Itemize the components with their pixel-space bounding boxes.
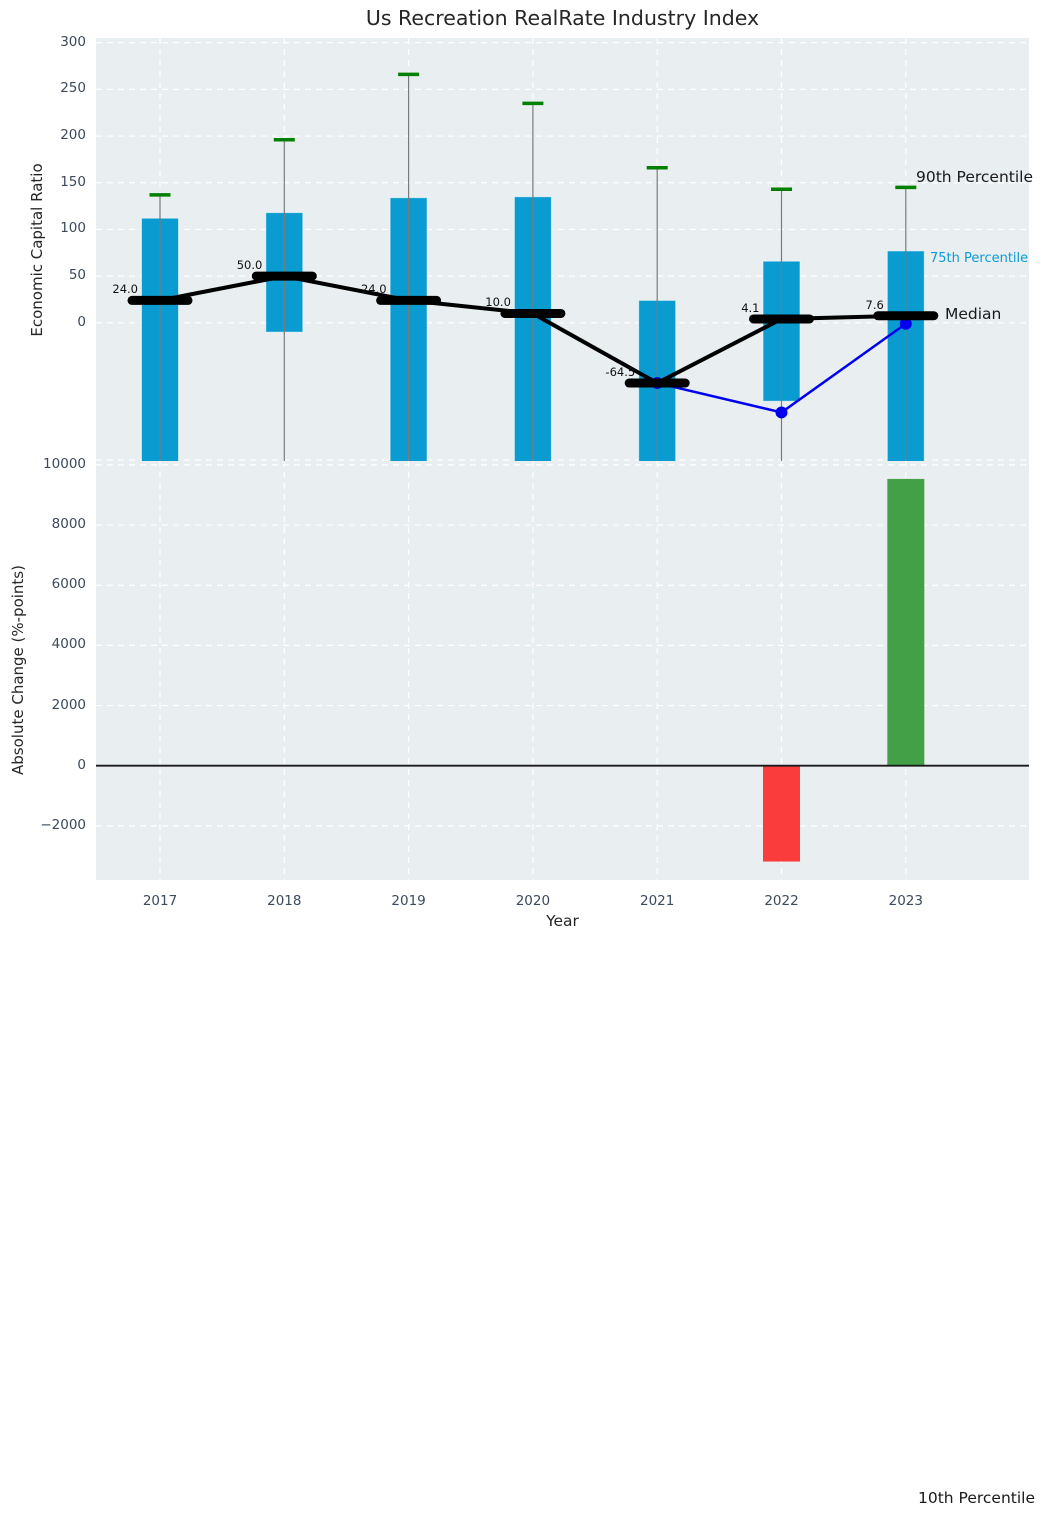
y-tick-bottom: 0 — [77, 756, 86, 773]
change-bar-2023 — [887, 479, 924, 766]
y-tick-top: 300 — [60, 33, 86, 50]
x-tick: 2017 — [142, 893, 178, 909]
change-bar-2022 — [763, 766, 800, 862]
annotation-median: Median — [945, 305, 1002, 323]
x-tick: 2019 — [391, 893, 426, 909]
annotation-75th-percentile: 75th Percentile — [930, 251, 1029, 266]
median-value-label: 7.6 — [865, 297, 884, 312]
y-tick-top: 200 — [60, 127, 86, 144]
x-axis-label: Year — [546, 912, 579, 930]
median-value-label: 4.1 — [741, 300, 760, 315]
x-tick: 2022 — [764, 893, 799, 909]
median-value-label: 24.0 — [360, 282, 387, 297]
x-tick: 2023 — [888, 893, 923, 909]
bottom-axes-canvas — [96, 461, 1029, 880]
chart-title: Us Recreation RealRate Industry Index — [365, 6, 760, 30]
y-tick-top: 0 — [77, 313, 86, 330]
bottom-axes — [96, 461, 1029, 880]
y-axis-label-bottom: Absolute Change (%-points) — [9, 565, 27, 775]
annotation-90th-percentile: 90th Percentile — [916, 168, 1034, 186]
y-tick-bottom: 2000 — [51, 696, 86, 713]
y-tick-bottom: 10000 — [43, 455, 86, 472]
y-tick-top: 50 — [68, 267, 86, 284]
top-axes-canvas — [96, 38, 1029, 461]
x-tick: 2018 — [267, 893, 302, 909]
median-value-label: 50.0 — [236, 258, 263, 273]
top-axes — [96, 38, 1029, 461]
x-tick: 2021 — [640, 893, 675, 909]
median-value-label: -64.5 — [605, 365, 636, 380]
y-axis-label-top: Economic Capital Ratio — [28, 163, 46, 337]
annotation-10th-percentile: 10th Percentile — [918, 1489, 1036, 1507]
y-tick-top: 150 — [60, 173, 86, 190]
median-value-label: 24.0 — [112, 282, 138, 297]
x-tick: 2020 — [515, 893, 551, 909]
median-value-label: 10.0 — [485, 295, 511, 310]
y-tick-top: 250 — [60, 80, 86, 97]
y-tick-bottom: 8000 — [51, 516, 86, 533]
y-tick-bottom: 6000 — [51, 576, 86, 593]
company-point-2022 — [776, 406, 788, 418]
y-tick-bottom: −2000 — [40, 816, 86, 833]
y-tick-bottom: 4000 — [51, 636, 86, 653]
y-tick-top: 100 — [60, 220, 86, 237]
